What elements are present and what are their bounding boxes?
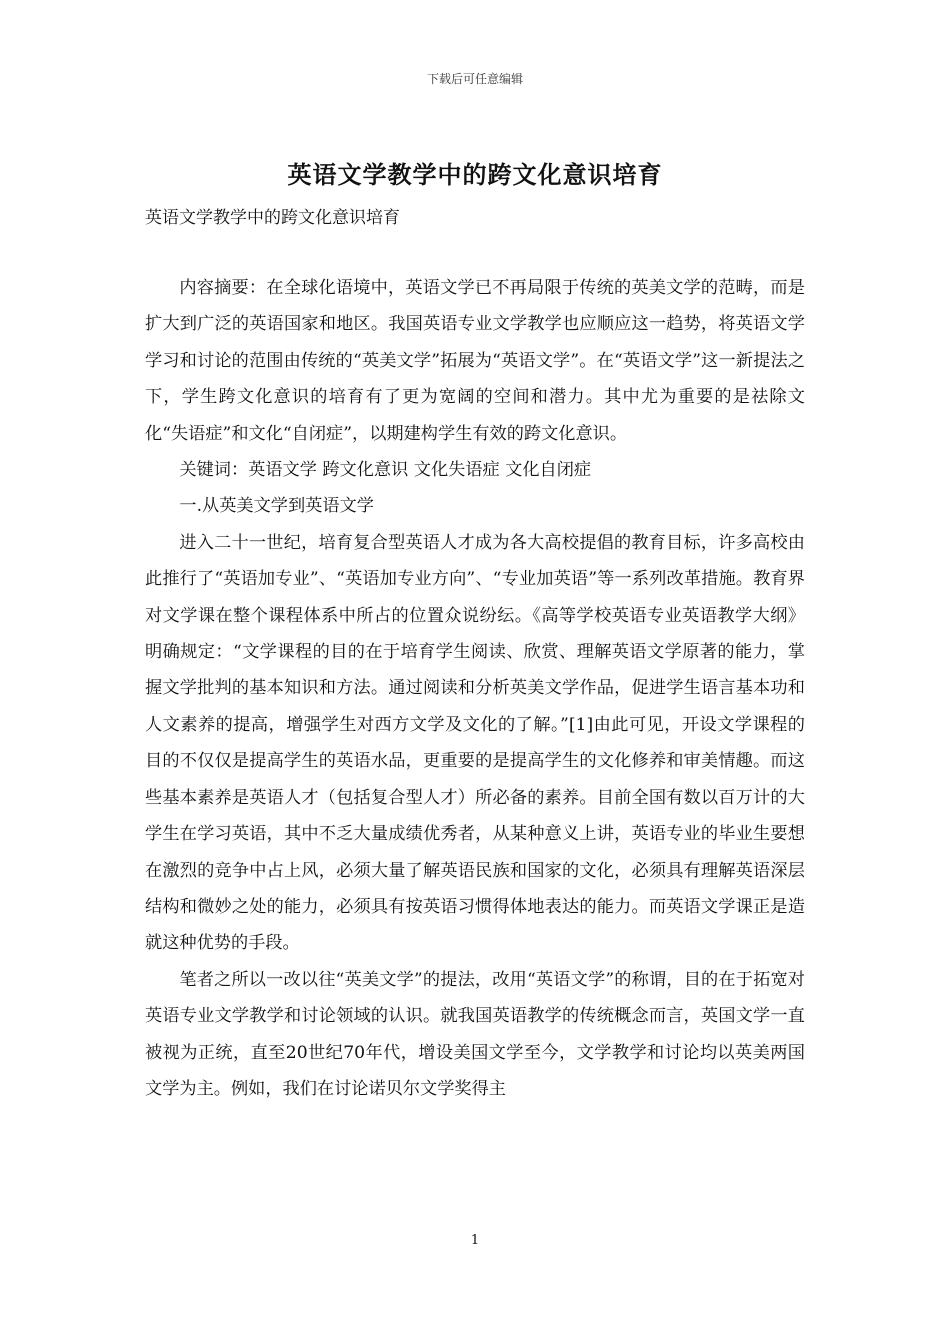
body-paragraph: 进入二十一世纪，培育复合型英语人才成为各大高校提倡的教育目标，许多高校由此推行了“英语加专业”、“英语加专业方向”、“专业加英语”等一系列改革措施。教育界对文学课在整个课程体系中所占的位置众说纷纭。《高等学校英语专业英语教学大纲》明确规定：“文学课程的目的在于培育学生阅读、欣赏、理解英语文学原著的能力，掌握文学批判的基本知识和方法。通过阅读和分析英美文学作品，促进学生语言基本功和人文素养的提高，增强学生对西方文学及文化的了解。”[1]由此可见，开设文学课程的目的不仅仅是提高学生的英语水品，更重要的是提高学生的文化修养和审美情趣。而这些基本素养是英语人才（包括复合型人才）所必备的素养。目前全国有数以百万计的大学生在学习英语，其中不乏大量成绩优秀者，从某种意义上讲，英语专业的毕业生要想在激烈的竞争中占上风，必须大量了解英语民族和国家的文化，必须具有理解英语深层结构和微妙之处的能力，必须具有按英语习惯得体地表达的能力。而英语文学课正是造就这种优势的手段。 — [145, 532, 805, 954]
header-note: 下载后可任意编辑 — [426, 72, 523, 86]
abstract-paragraph: 内容摘要：在全球化语境中，英语文学已不再局限于传统的英美文学的范畴，而是扩大到广泛的英语国家和地区。我国英语专业文学教学也应顺应这一趋势，将英语文学学习和讨论的范围由传统的“英美文学”拓展为“英语文学”。在“英语文学”这一新提法之下，学生跨文化意识的培育有了更为宽阔的空间和潜力。其中尤为重要的是祛除文化“失语症”和文化“自闭症”，以期建构学生有效的跨文化意识。 — [145, 278, 805, 444]
keywords-paragraph: 关键词：英语文学 跨文化意识 文化失语症 文化自闭症 — [179, 460, 592, 481]
page-number: 1 — [470, 1233, 480, 1248]
body-paragraph: 笔者之所以一改以往“英美文学”的提法，改用“英语文学”的称谓，目的在于拓宽对英语专业文学教学和讨论领域的认识。就我国英语教学的传统概念而言，英国文学一直被视为正统，直至20世纪70年代，增设美国文学至今，文学教学和讨论均以英美两国文学为主。例如，我们在讨论诺贝尔文学奖得主 — [145, 969, 805, 1099]
section-heading: 一.从英美文学到英语文学 — [179, 496, 374, 517]
document-body — [145, 270, 805, 1107]
document-title: 英语文学教学中的跨文化意识培育 — [287, 160, 663, 189]
document-subtitle: 英语文学教学中的跨文化意识培育 — [145, 208, 400, 228]
